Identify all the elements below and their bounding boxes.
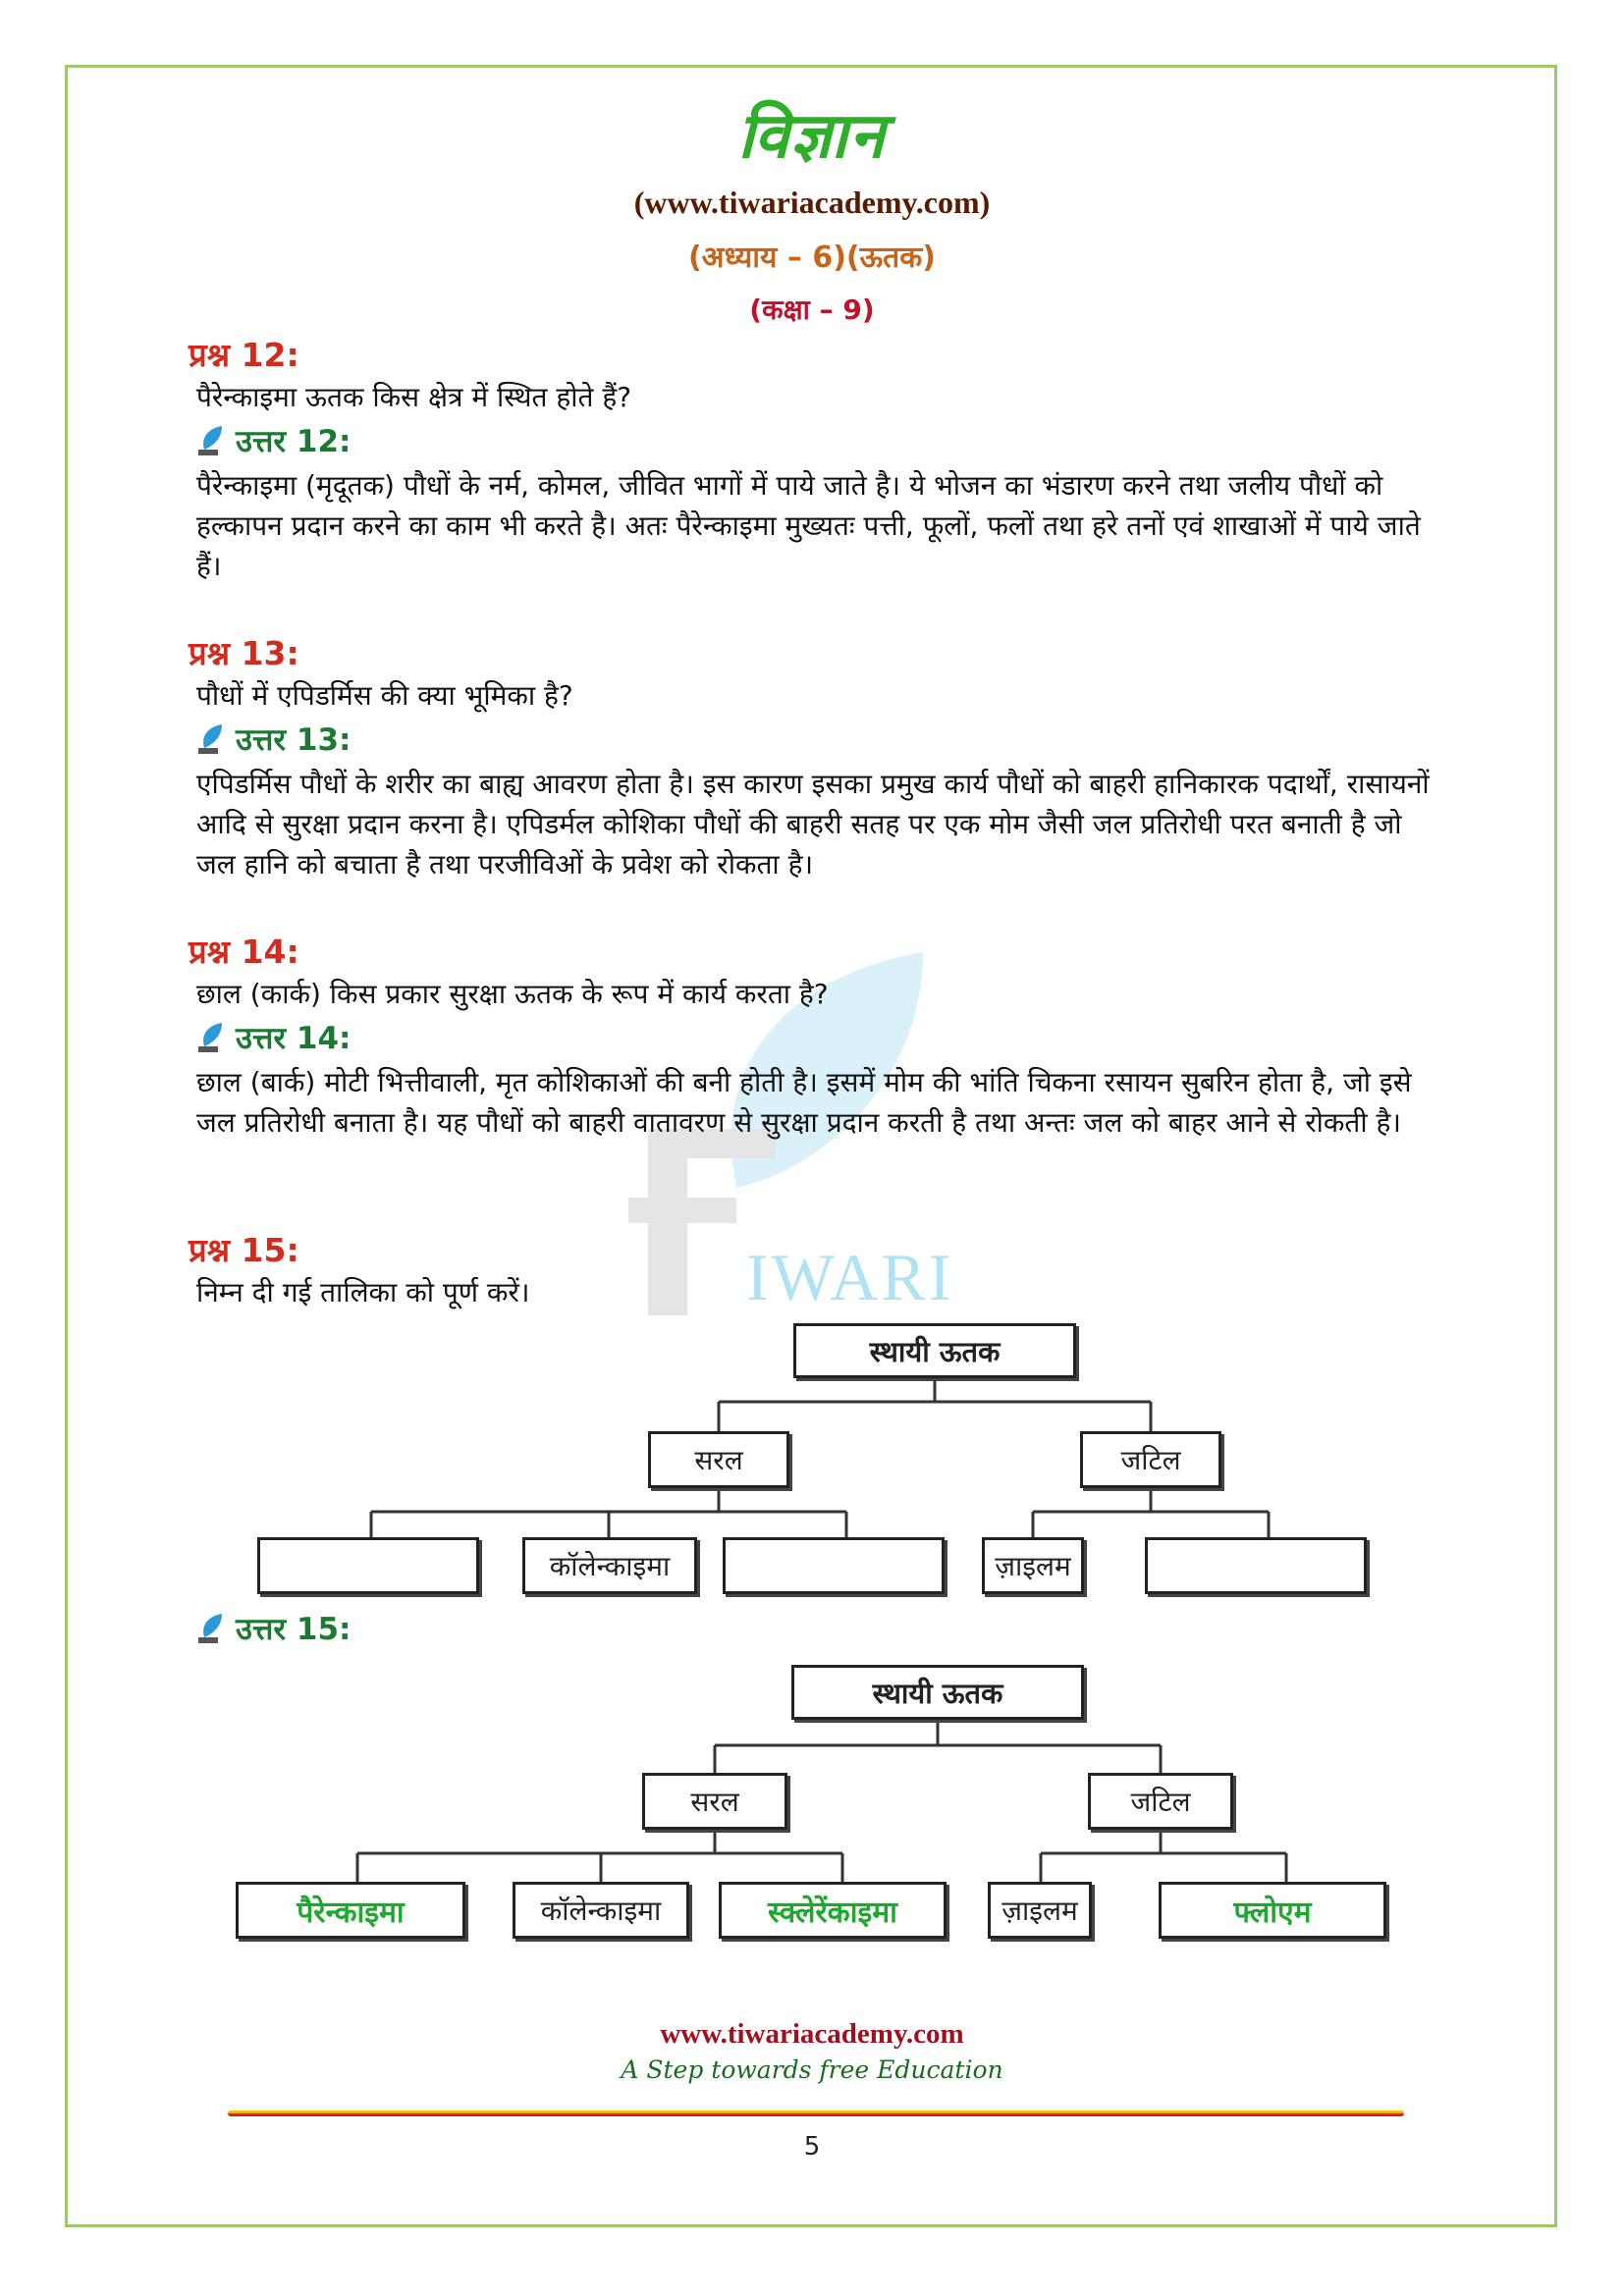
tree-q-leaf-collenchyma: कॉलेन्काइमा	[522, 1537, 697, 1594]
page-number: 5	[803, 2132, 821, 2162]
tree-a-leaf-phloem: फ्लोएम	[1159, 1882, 1386, 1939]
tree-a-leaf-collenchyma: कॉलेन्काइमा	[513, 1882, 689, 1939]
question-15-text: निम्न दी गई तालिका को पूर्ण करें।	[196, 1276, 530, 1308]
tree-q-leaf-blank	[1145, 1537, 1367, 1594]
tree-a-leaf-parenchyma: पैरेन्काइमा	[236, 1882, 465, 1939]
tree-q-leaf-xylem: ज़ाइलम	[982, 1537, 1084, 1594]
chapter-label: (अध्याय – 6)(ऊतक)	[687, 240, 937, 275]
tree-a-simple: सरल	[642, 1773, 787, 1830]
answer-14-text: छाल (बार्क) मोटी भित्तीवाली, मृत कोशिकाओं की बनी होती है। इसमें मोम की भांति चिकना रसायन सुबरिन होता है, जो इसे जल प्रतिरोधी बनाता है। यह पौधों को बाहरी वातावरण से सुरक्षा प्रदान करती है तथा अन्तः जल को बाहर आने से रोकती है।	[196, 1066, 1412, 1139]
class-label: (कक्षा – 9)	[749, 294, 875, 326]
footer-tagline: A Step towards free Education	[621, 2056, 1003, 2084]
footer-website: www.tiwariacademy.com	[660, 2018, 964, 2050]
question-13-label: प्रश्न 13:	[189, 634, 299, 672]
question-15-label: प्रश्न 15:	[189, 1231, 299, 1269]
answer-15-label-text: उत्तर 15:	[236, 1612, 352, 1647]
tree-a-root: स्थायी ऊतक	[791, 1665, 1084, 1720]
tree-q-simple: सरल	[648, 1431, 789, 1488]
page-title: विज्ञान	[737, 100, 887, 173]
tree-a-leaf-sclerenchyma: स्क्लेरेंकाइमा	[719, 1882, 947, 1939]
tree-q-complex: जटिल	[1080, 1431, 1221, 1488]
watermark-text: IWARI	[746, 1240, 954, 1314]
tiwari-logo-icon	[196, 1612, 226, 1645]
tree-a-leaf-xylem: ज़ाइलम	[988, 1882, 1092, 1939]
tree-q-root: स्थायी ऊतक	[793, 1323, 1076, 1378]
answer-13-text: एपिडर्मिस पौधों के शरीर का बाह्य आवरण होता है। इस कारण इसका प्रमुख कार्य पौधों को बाहरी हानिकारक पदार्थों, रासायनों आदि से सुरक्षा प्रदान करना है। एपिडर्मल कोशिका पौधों की बाहरी सतह पर एक मोम जैसी जल प्रतिरोधी परत बनाती है जो जल हानि को बचाता है तथा परजीविओं के प्रवेश को रोकता है।	[196, 768, 1430, 881]
tree-q-leaf-blank	[723, 1537, 945, 1594]
answer-15-label	[196, 1608, 351, 1649]
tree-q-leaf-blank	[257, 1537, 479, 1594]
footer-divider	[228, 2110, 1404, 2116]
question-12-text: पैरेन्काइमा ऊतक किस क्षेत्र में स्थित होते हैं?	[196, 381, 632, 413]
answer-13-label-text: उत्तर 13:	[236, 722, 352, 758]
question-14-label: प्रश्न 14:	[189, 933, 299, 971]
tree-a-complex: जटिल	[1088, 1773, 1233, 1830]
answer-12-label-text: उत्तर 12:	[236, 424, 352, 459]
header-website: (www.tiwariacademy.com)	[633, 185, 991, 220]
question-12-label: प्रश्न 12:	[189, 336, 299, 374]
question-14-text: छाल (कार्क) किस प्रकार सुरक्षा ऊतक के रूप में कार्य करता है?	[196, 978, 829, 1010]
question-13-text: पौधों में एपिडर्मिस की क्या भूमिका है?	[196, 679, 573, 712]
answer-12-text: पैरेन्काइमा (मृदूतक) पौधों के नर्म, कोमल, जीवित भागों में पाये जाते है। ये भोजन का भंडारण करने तथा जलीय पौधों को हल्कापन प्रदान करने का काम भी करते है। अतः पैरेन्काइमा मुख्यतः पत्ती, फूलों, फलों तथा हरे तनों एवं शाखाओं में पाये जाते हैं।	[196, 469, 1421, 582]
answer-14-label-text: उत्तर 14:	[236, 1021, 352, 1056]
